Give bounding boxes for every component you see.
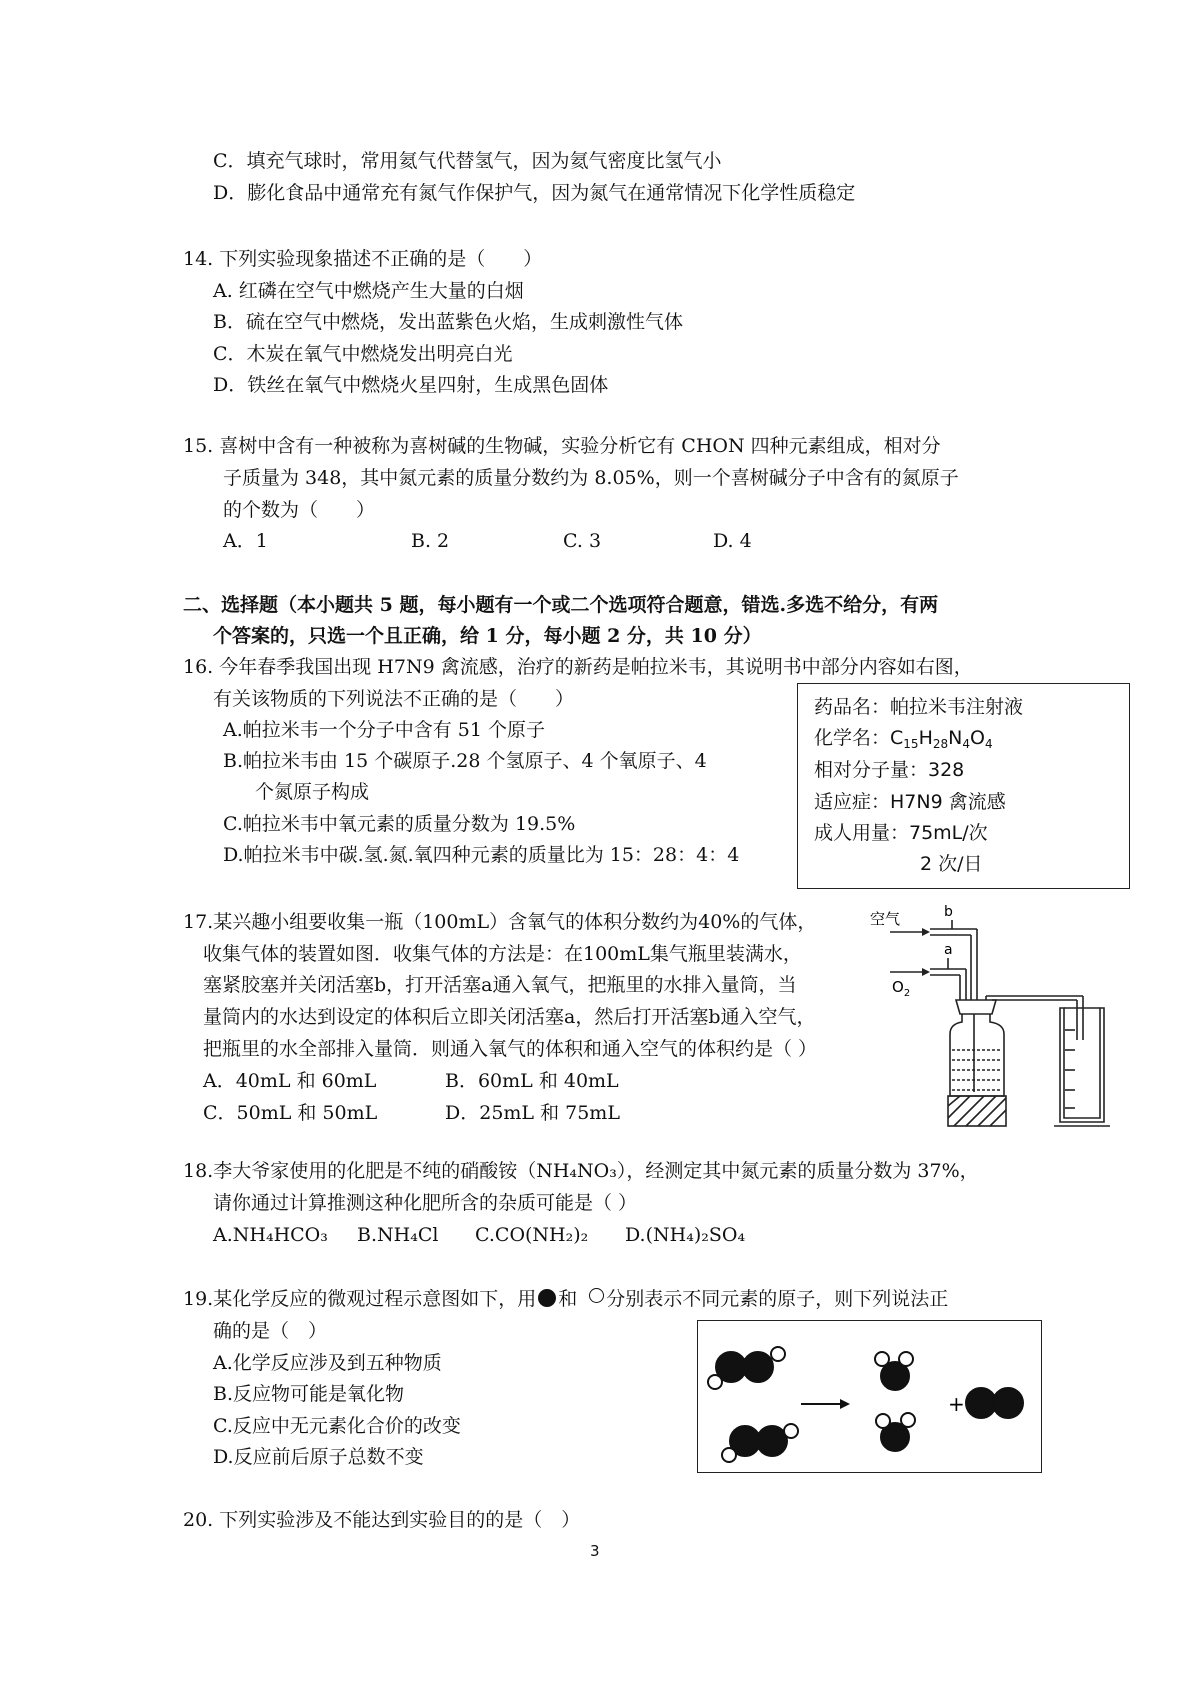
- indication: 适应症：H7N9 禽流感: [814, 791, 1006, 813]
- q16-option-b-line1: B.帕拉米韦由 15 个碳原子.28 个氢原子、4 个氧原子、4: [223, 750, 707, 772]
- q17-option-d: D．25mL 和 75mL: [445, 1102, 620, 1124]
- q18-option-b: B.NH₄Cl: [357, 1224, 439, 1246]
- q15-option-c: C. 3: [563, 530, 602, 552]
- q18-stem-line1: 18.李大爷家使用的化肥是不纯的硝酸铵（NH₄NO₃），经测定其中氮元素的质量分数为 37%，: [183, 1160, 979, 1182]
- q15-stem-line1: 15. 喜树中含有一种被称为喜树碱的生物碱，实验分析它有 CHON 四种元素组成，相对分: [183, 435, 941, 457]
- q17-stem-line1: 17.某兴趣小组要收集一瓶（100mL）含氧气的体积分数约为40%的气体，: [183, 911, 817, 933]
- section2-heading-line2: 个答案的，只选一个且正确，给 1 分，每小题 2 分，共 10 分）: [213, 625, 762, 647]
- q16-option-c: C.帕拉米韦中氧元素的质量分数为 19.5%: [223, 813, 576, 835]
- q18-option-a: A.NH₄HCO₃: [213, 1224, 328, 1246]
- dosage-line1: 成人用量：75mL/次: [814, 822, 988, 844]
- plus-sign: +: [948, 1392, 965, 1416]
- q18-option-d: D.(NH₄)₂SO₄: [625, 1224, 746, 1246]
- q17-option-c: C．50mL 和 50mL: [203, 1102, 378, 1124]
- product-molecule: [966, 1388, 1023, 1418]
- q17-option-a: A．40mL 和 60mL: [203, 1070, 377, 1092]
- reaction-diagram-box: [697, 1320, 1042, 1473]
- q14-option-d: D．铁丝在氧气中燃烧火星四射，生成黑色固体: [213, 374, 609, 396]
- q16-stem-line2: 有关该物质的下列说法不正确的是（ ）: [213, 688, 575, 710]
- collecting-bottle: [950, 1014, 1004, 1096]
- q15-option-d: D. 4: [713, 530, 752, 552]
- q15-option-b: B. 2: [411, 530, 450, 552]
- q13-option-d: D．膨化食品中通常充有氮气作保护气，因为氮气在通常情况下化学性质稳定: [213, 182, 856, 204]
- q17-stem-line3: 塞紧胶塞并关闭活塞b，打开活塞a通入氧气，把瓶里的水排入量筒，当: [203, 974, 797, 996]
- q19-option-a: A.化学反应涉及到五种物质: [213, 1352, 442, 1374]
- graduated-cylinder: [1060, 1008, 1104, 1122]
- product-molecule: [875, 1352, 913, 1390]
- q19-stem-line1: 19.某化学反应的微观过程示意图如下，用 和 分别表示不同元素的原子，则下列说法正: [183, 1288, 949, 1310]
- reactant-molecule: [708, 1347, 785, 1389]
- gas-collection-apparatus-figure: [870, 900, 1120, 1130]
- black-atom-icon: [538, 1289, 556, 1307]
- molecular-mass: 相对分子量：328: [814, 759, 965, 781]
- q17-stem-line4: 量筒内的水达到设定的体积后立即关闭活塞a，然后打开活塞b通入空气，: [203, 1006, 816, 1028]
- q14-option-a: A. 红磷在空气中燃烧产生大量的白烟: [213, 280, 524, 302]
- page-number: 3: [590, 1542, 600, 1560]
- q17-option-b: B．60mL 和 40mL: [445, 1070, 619, 1092]
- q18-stem-line2: 请你通过计算推测这种化肥所含的杂质可能是（ ）: [213, 1192, 638, 1214]
- q14-stem: 14. 下列实验现象描述不正确的是（ ）: [183, 248, 543, 270]
- drug-name: 药品名：帕拉米韦注射液: [814, 696, 1024, 718]
- dosage-line2: 2 次/日: [920, 853, 983, 875]
- label-a: a: [944, 942, 953, 958]
- q17-stem-line5: 把瓶里的水全部排入量筒．则通入氧气的体积和通入空气的体积约是（ ）: [203, 1038, 818, 1060]
- label-o2: $O_2$: [892, 978, 911, 999]
- q19-option-b: B.反应物可能是氧化物: [213, 1383, 405, 1405]
- q19-stem-line2: 确的是（ ）: [213, 1320, 328, 1342]
- label-air: 空气: [870, 910, 901, 928]
- q19-option-d: D.反应前后原子总数不变: [213, 1446, 424, 1468]
- q16-option-d: D.帕拉米韦中碳.氢.氮.氧四种元素的质量比为 15：28：4：4: [223, 844, 740, 866]
- q16-option-b-line2: 个氮原子构成: [255, 781, 370, 803]
- product-molecule: [876, 1413, 915, 1451]
- section2-heading-line1: 二、选择题（本小题共 5 题，每小题有一个或二个选项符合题意，错选.多选不给分，有两: [183, 594, 939, 616]
- q13-option-c: C．填充气球时，常用氦气代替氢气，因为氦气密度比氢气小: [213, 150, 722, 172]
- stand-block: [948, 1096, 1006, 1126]
- q18-option-c: C.CO(NH₂)₂: [475, 1224, 589, 1246]
- q14-option-c: C．木炭在氧气中燃烧发出明亮白光: [213, 343, 513, 365]
- label-b: b: [944, 904, 953, 920]
- stopper: [956, 1000, 996, 1014]
- q15-stem-line3: 的个数为（ ）: [223, 499, 376, 521]
- drug-label-box: [797, 683, 1130, 889]
- q17-stem-line2: 收集气体的装置如图．收集气体的方法是：在100mL集气瓶里装满水，: [203, 943, 802, 965]
- q15-stem-line2: 子质量为 348，其中氮元素的质量分数约为 8.05%，则一个喜树碱分子中含有的氮原子: [223, 467, 959, 489]
- chemical-name: 化学名：$C_{15}H_{28}N_4O_4$: [814, 727, 993, 751]
- white-atom-icon: [589, 1288, 604, 1303]
- reaction-diagram: [698, 1321, 1040, 1471]
- reactant-molecule: [722, 1424, 798, 1462]
- q14-option-b: B．硫在空气中燃烧，发出蓝紫色火焰，生成刺激性气体: [213, 311, 683, 333]
- q16-option-a: A.帕拉米韦一个分子中含有 51 个原子: [223, 719, 546, 741]
- q16-stem-line1: 16. 今年春季我国出现 H7N9 禽流感，治疗的新药是帕拉米韦，其说明书中部分内容如右图，: [183, 656, 973, 678]
- q19-option-c: C.反应中无元素化合价的改变: [213, 1415, 461, 1437]
- q15-option-a: A．1: [223, 530, 268, 552]
- q20-stem: 20. 下列实验涉及不能达到实验目的的是（ ）: [183, 1509, 581, 1531]
